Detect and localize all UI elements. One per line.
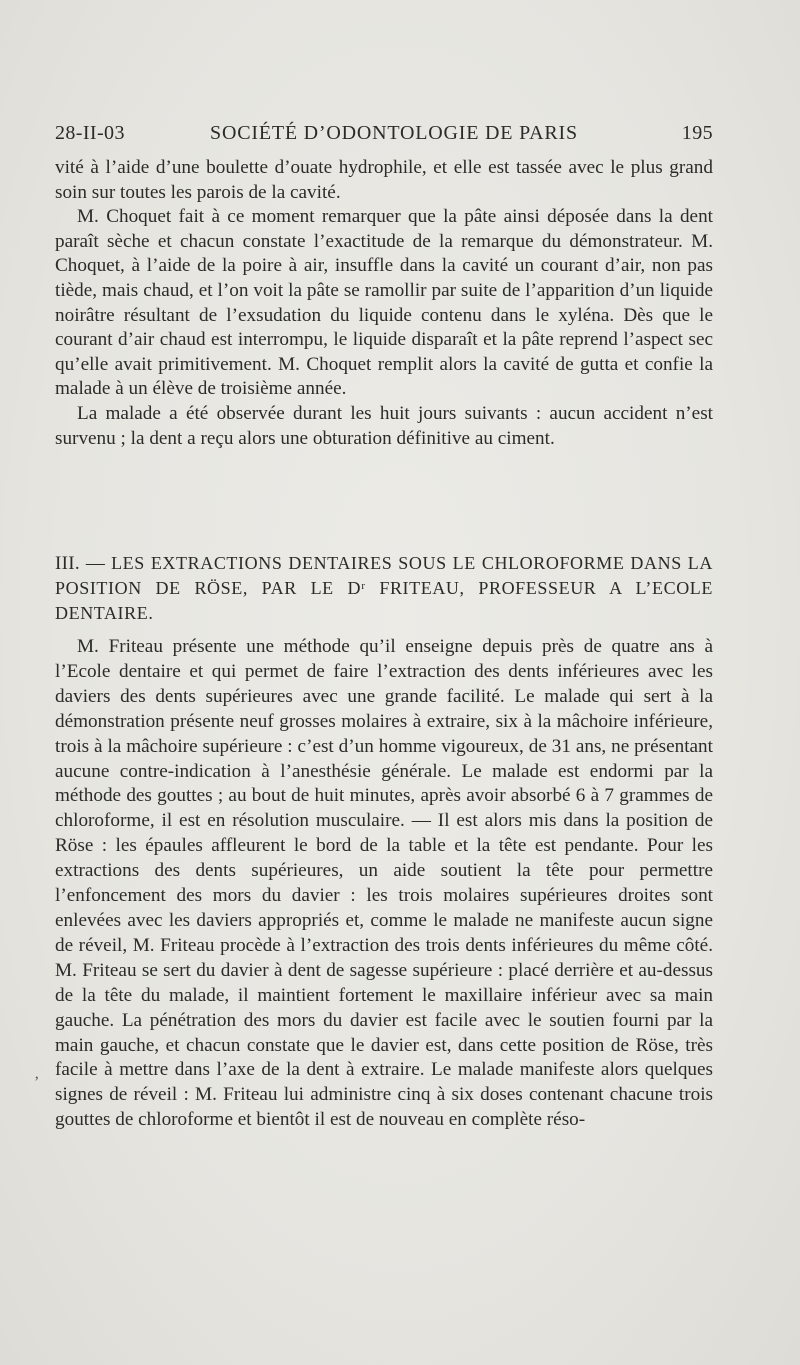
header-journal-title: SOCIÉTÉ D’ODONTOLOGIE DE PARIS — [210, 122, 578, 144]
page-number: 195 — [681, 122, 713, 144]
running-header — [55, 122, 713, 148]
paragraph: M. Choquet fait à ce moment remarquer que la pâte ainsi déposée dans la dent paraît sèche et chacun constate l’exactitude de la remarque du démonstrateur. M. Choquet, à l’aide de la poire à air, insuffle dans la cavité un courant d’air, non pas tiède, mais chaud, et l’on voit la pâte se ramollir par suite de l’apparition d’un liquide noirâtre résultant de l’exsudation du liquide contenu dans le xyléna. Dès que le courant d’air chaud est interrompu, le liquide disparaît et la pâte reprend l’aspect sec qu’elle avait primitivement. M. Choquet remplit alors la cavité de gutta et confie la malade à un élève de troisième année. — [55, 206, 713, 400]
section-heading — [55, 551, 713, 626]
text-block-top — [55, 156, 713, 451]
header-date: 28-II-03 — [55, 122, 125, 144]
margin-mark: ’ — [34, 1074, 40, 1091]
section-number: III. — — [55, 553, 112, 574]
paragraph: vité à l’aide d’une boulette d’ouate hydrophile, et elle est tassée avec le plus grand soin sur toutes les parois de la cavité. — [55, 157, 713, 203]
paragraph: M. Friteau présente une méthode qu’il enseigne depuis près de quatre ans à l’Ecole dentaire et qui permet de faire l’extraction des dents inférieures avec les daviers des dents supérieures avec une grande facilité. Le malade qui sert à la démonstration présente neuf grosses molaires à extraire, six à la mâchoire inférieure, trois à la mâchoire supérieure : c’est d’un homme vigoureux, de 31 ans, ne présentant aucune contre-indication à l’anesthésie générale. Le malade est endormi par la méthode des gouttes ; au bout de huit minutes, après avoir absorbé 6 à 7 grammes de chloroforme, il est en résolution musculaire. — Il est alors mis dans la position de Röse : les épaules affleurent le bord de la table et la tête est pendante. Pour les extractions des dents supérieures, un aide soutient la tête pour permettre l’enfoncement des mors du davier : les trois molaires supérieures droites sont enlevées avec les daviers appropriés et, comme le malade ne manifeste aucun signe de réveil, M. Friteau procède à l’extraction des trois dents inférieures du même côté. M. Friteau se sert du davier à dent de sagesse supérieure : placé derrière et au-dessus de la tête du malade, il maintient fortement le maxillaire inférieur avec sa main gauche. La pénétration des mors du davier est facile avec le soutien fourni par la main gauche, et chacun constate que le davier est, dans cette position de Röse, très facile à mettre dans l’axe de la dent à extraire. Le malade manifeste alors quelques signes de réveil : M. Friteau lui administre cinq à six doses contenant chacune trois gouttes de chloroforme et bientôt il est de nouveau en complète réso- — [55, 636, 713, 1131]
paragraph: La malade a été observée durant les huit jours suivants : aucun accident n’est survenu ; la dent a reçu alors une obturation définitive au ciment. — [55, 402, 713, 449]
text-block-bottom — [55, 635, 713, 1133]
section-heading-text: LES EXTRACTIONS DENTAIRES SOUS LE CHLOROFORME DANS LA POSITION DE RÖSE, PAR LE Dʳ FRITEAU, PROFESSEUR A L’ECOLE DENTAIRE. — [55, 553, 713, 623]
